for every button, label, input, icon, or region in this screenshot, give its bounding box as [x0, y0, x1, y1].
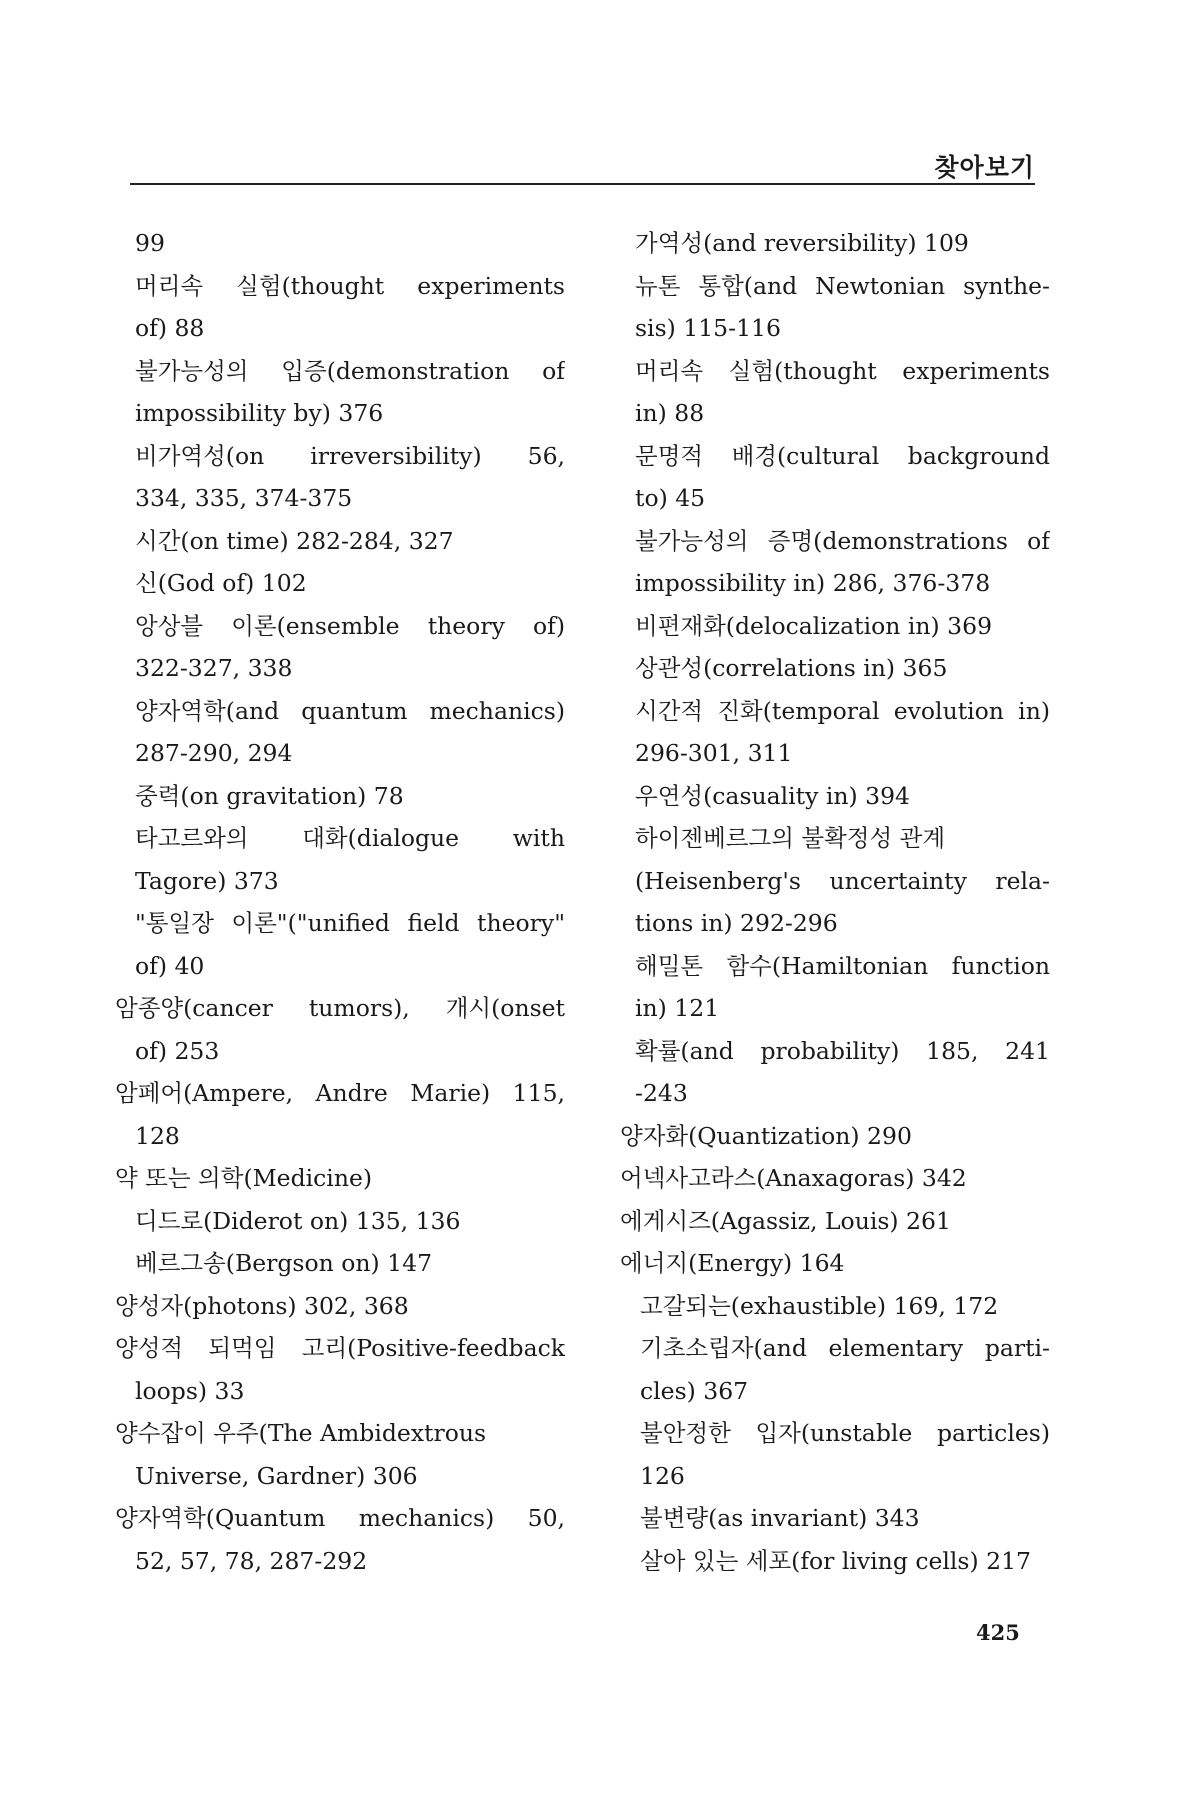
index-line: Universe, Gardner) 306: [135, 1461, 418, 1490]
index-line: 암페어(Ampere, Andre Marie) 115,: [115, 1079, 565, 1107]
index-line: 시간(on time) 282-284, 327: [135, 526, 454, 555]
index-line: 불안정한 입자(unstable particles): [640, 1419, 1050, 1447]
index-line: 296-301, 311: [635, 739, 793, 767]
index-line: 양자역학(and quantum mechanics): [135, 696, 565, 725]
index-line: 상관성(correlations in) 365: [635, 654, 948, 682]
index-line: 우연성(casuality in) 394: [635, 781, 911, 810]
index-line: 양자역학(Quantum mechanics) 50,: [115, 1504, 565, 1532]
index-line: 시간적 진화(temporal evolution in): [635, 696, 1050, 725]
index-line: tions in) 292-296: [635, 909, 838, 937]
index-line: "통일장 이론"("unified field theory": [135, 909, 565, 937]
index-line: 중력(on gravitation) 78: [135, 781, 404, 810]
index-line: 뉴톤 통합(and Newtonian synthe-: [635, 271, 1050, 300]
index-line: 디드로(Diderot on) 135, 136: [135, 1206, 461, 1235]
index-line: -243: [635, 1079, 688, 1107]
index-line: 기초소립자(and elementary parti-: [640, 1334, 1050, 1362]
index-line: 타고르와의 대화(dialogue with: [135, 824, 565, 852]
index-line: 신(God of) 102: [135, 569, 307, 597]
index-line: Tagore) 373: [135, 866, 279, 895]
index-line: 불가능성의 입증(demonstration of: [135, 356, 565, 385]
index-line: 머리속 실험(thought experiments: [135, 271, 565, 300]
index-line: impossibility by) 376: [135, 399, 384, 427]
index-line: of) 40: [135, 951, 205, 980]
index-line: 앙상블 이론(ensemble theory of): [135, 611, 565, 640]
index-line: 양자화(Quantization) 290: [620, 1121, 912, 1150]
index-line: 불변량(as invariant) 343: [640, 1504, 920, 1532]
index-line: 128: [135, 1121, 180, 1150]
index-line: 문명적 배경(cultural background: [635, 441, 1050, 470]
index-line: 어넥사고라스(Anaxagoras) 342: [620, 1164, 967, 1192]
index-line: 살아 있는 세포(for living cells) 217: [640, 1546, 1031, 1575]
index-column-right: [620, 222, 1050, 1582]
index-line: to) 45: [635, 484, 706, 512]
index-line: 확률(and probability) 185, 241: [635, 1036, 1050, 1065]
index-line: 양성자(photons) 302, 368: [115, 1291, 409, 1320]
index-line: 양성적 되먹임 고리(Positive-feedback: [115, 1334, 565, 1362]
index-line: impossibility in) 286, 376-378: [635, 569, 991, 597]
index-line: 약 또는 의학(Medicine): [115, 1164, 373, 1192]
index-line: sis) 115-116: [635, 314, 781, 342]
header-rule: [130, 183, 1035, 185]
page-number: 425: [976, 1620, 1020, 1645]
index-line: 양수잡이 우주(The Ambidextrous: [115, 1419, 487, 1447]
index-line: 해밀톤 함수(Hamiltonian function: [635, 951, 1050, 980]
index-line: 비가역성(on irreversibility) 56,: [135, 441, 565, 470]
index-line: 베르그송(Bergson on) 147: [135, 1249, 433, 1277]
index-line: (Heisenberg's uncertainty rela-: [635, 866, 1050, 895]
index-line: of) 88: [135, 314, 205, 342]
index-line: in) 88: [635, 399, 705, 427]
index-line: 52, 57, 78, 287-292: [135, 1546, 368, 1575]
running-head: 찾아보기: [934, 153, 1035, 182]
index-line: 에너지(Energy) 164: [620, 1249, 845, 1277]
index-line: 암종양(cancer tumors), 개시(onset: [115, 994, 565, 1022]
index-line: 머리속 실험(thought experiments: [635, 356, 1050, 385]
index-line: 비편재화(delocalization in) 369: [635, 611, 993, 640]
index-line: 고갈되는(exhaustible) 169, 172: [640, 1291, 999, 1320]
index-line: in) 121: [635, 994, 720, 1022]
index-line: 322-327, 338: [135, 654, 293, 682]
index-line: 하이젠베르그의 불확정성 관계: [635, 824, 946, 852]
index-line: 126: [640, 1461, 685, 1490]
index-line: 불가능성의 증명(demonstrations of: [635, 526, 1050, 555]
index-line: loops) 33: [135, 1376, 245, 1405]
index-line: 99: [135, 229, 165, 257]
index-column-left: [115, 222, 565, 1582]
index-line: 334, 335, 374-375: [135, 484, 353, 512]
index-line: 에게시즈(Agassiz, Louis) 261: [620, 1206, 951, 1235]
index-line: cles) 367: [640, 1376, 749, 1405]
index-line: 287-290, 294: [135, 739, 293, 767]
index-line: 가역성(and reversibility) 109: [635, 229, 969, 257]
index-line: of) 253: [135, 1036, 220, 1065]
